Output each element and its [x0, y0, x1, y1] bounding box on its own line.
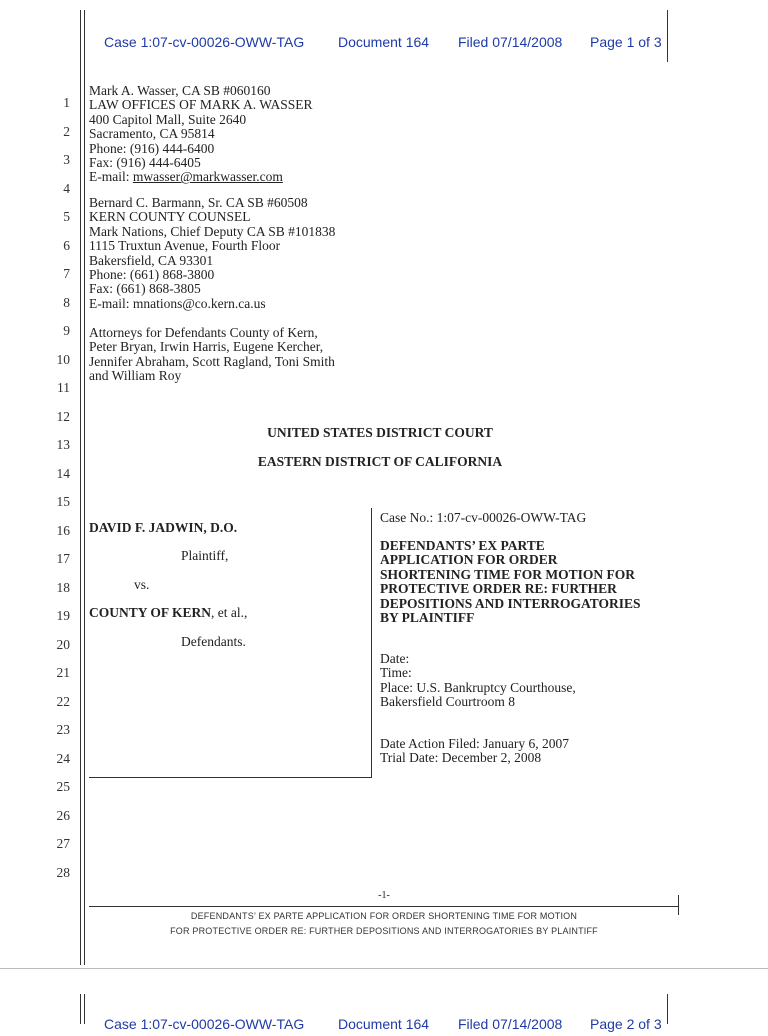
line-number: 19	[56, 608, 70, 623]
line-number: 24	[56, 750, 70, 766]
line-number: 13	[56, 437, 70, 452]
next-header-filed: Filed 07/14/2008	[458, 1016, 563, 1032]
counsel-line: KERN COUNTY COUNSEL	[89, 209, 251, 225]
hearing-line: Time:	[380, 665, 412, 681]
dates-line: Trial Date: December 2, 2008	[380, 750, 542, 766]
attorneys-for-block	[89, 326, 335, 384]
hearing-line: Date:	[380, 651, 410, 666]
line-number: 21	[56, 665, 70, 680]
title-line: APPLICATION FOR ORDER	[380, 552, 558, 568]
footer-line-1: DEFENDANTS’ EX PARTE APPLICATION FOR ORDER SHORTENING TIME FOR MOTION	[190, 911, 578, 921]
line-number: 27	[56, 836, 70, 851]
dates-line: Date Action Filed: January 6, 2007	[380, 736, 569, 751]
line-number: 12	[56, 408, 70, 424]
counsel-line: Phone: (916) 444-6400	[89, 140, 215, 156]
header-page: Page 1 of 3	[590, 34, 662, 50]
line-number: 2	[63, 123, 70, 139]
court-district: EASTERN DISTRICT OF CALIFORNIA	[257, 454, 503, 469]
attorneys-line: Attorneys for Defendants County of Kern,	[89, 325, 318, 340]
action-dates	[380, 737, 569, 766]
filing-header	[104, 34, 666, 54]
counsel-line: Bernard C. Barmann, Sr. CA SB #60508	[89, 195, 308, 210]
next-header-document: Document 164	[338, 1016, 430, 1032]
caption-bottom-rule	[89, 777, 371, 778]
counsel-line: 400 Capitol Mall, Suite 2640	[89, 111, 247, 127]
title-line: DEFENDANTS’ EX PARTE	[380, 538, 545, 553]
counsel-block-kern	[89, 196, 335, 311]
defendant-rest: , et al.,	[211, 605, 248, 620]
header-document: Document 164	[338, 34, 430, 50]
line-number: 4	[63, 180, 70, 196]
counsel-line: Sacramento, CA 95814	[89, 126, 215, 142]
line-number: 14	[56, 465, 70, 481]
footer-line-2: FOR PROTECTIVE ORDER RE: FURTHER DEPOSITIONS AND INTERROGATORIES BY PLAINTIFF	[170, 926, 598, 936]
page-break	[0, 968, 768, 969]
line-number: 18	[56, 579, 70, 595]
line-number: 15	[56, 494, 70, 509]
header-filed-date: Filed 07/14/2008	[458, 34, 563, 50]
line-number: 22	[56, 693, 70, 709]
attorneys-line: and William Roy	[89, 368, 182, 384]
next-page-rule-outer	[80, 994, 81, 1024]
counsel-line: Mark Nations, Chief Deputy CA SB #101838	[89, 223, 336, 239]
versus: vs.	[134, 577, 150, 592]
line-number: 17	[56, 551, 70, 566]
next-page-rule-inner	[84, 994, 85, 1024]
title-line: BY PLAINTIFF	[380, 609, 475, 625]
right-margin-rule	[667, 10, 668, 62]
next-header-page: Page 2 of 3	[590, 1016, 662, 1032]
title-line: DEPOSITIONS AND INTERROGATORIES	[380, 595, 641, 611]
defendant-label: Defendants.	[181, 634, 246, 649]
line-number: 20	[56, 636, 70, 652]
counsel-line: Fax: (661) 868-3805	[89, 281, 201, 297]
document-title	[380, 539, 641, 625]
email-line	[89, 170, 312, 184]
header-case-number: Case 1:07-cv-00026-OWW-TAG	[104, 34, 305, 50]
line-number: 26	[56, 807, 70, 823]
line-number: 23	[56, 722, 70, 737]
line-number: 25	[56, 779, 70, 794]
line-number: 3	[63, 152, 70, 167]
caption-divider	[371, 508, 372, 778]
line-number: 7	[63, 266, 70, 281]
line-number: 8	[63, 294, 70, 310]
counsel-block-wasser	[89, 84, 312, 185]
hearing-line: Bakersfield Courtroom 8	[380, 694, 515, 710]
case-number: Case No.: 1:07-cv-00026-OWW-TAG	[380, 510, 587, 525]
email-link[interactable]: mwasser@markwasser.com	[132, 169, 283, 185]
hearing-line: Place: U.S. Bankruptcy Courthouse,	[380, 679, 576, 695]
line-number: 16	[56, 522, 70, 538]
title-line: PROTECTIVE ORDER RE: FURTHER	[380, 581, 617, 597]
defendant-bold: COUNTY OF KERN	[89, 605, 212, 620]
left-margin-rule-outer	[80, 10, 81, 965]
next-page-header	[104, 1016, 666, 1036]
counsel-line: Phone: (661) 868-3800	[89, 266, 215, 282]
line-number: 1	[63, 95, 70, 110]
line-number: 11	[57, 380, 70, 395]
counsel-line: E-mail: mnations@co.kern.ca.us	[89, 295, 266, 311]
defendant-name	[89, 605, 247, 621]
plaintiff-label: Plaintiff,	[181, 548, 229, 563]
counsel-line: Bakersfield, CA 93301	[89, 252, 214, 268]
attorneys-line: Jennifer Abraham, Scott Ragland, Toni Smith	[89, 353, 335, 369]
court-name: UNITED STATES DISTRICT COURT	[267, 425, 493, 440]
counsel-line: 1115 Truxtun Avenue, Fourth Floor	[89, 238, 281, 254]
next-header-case: Case 1:07-cv-00026-OWW-TAG	[104, 1016, 305, 1032]
line-number: 9	[63, 323, 70, 338]
attorneys-line: Peter Bryan, Irwin Harris, Eugene Kercher,	[89, 339, 324, 355]
hearing-info	[380, 652, 576, 710]
counsel-line: LAW OFFICES OF MARK A. WASSER	[89, 97, 313, 113]
counsel-line: Fax: (916) 444-6405	[89, 154, 201, 170]
line-number: 10	[56, 351, 70, 367]
left-margin-rule-inner	[84, 10, 85, 965]
page-number: -1-	[378, 890, 390, 901]
line-number: 6	[63, 237, 70, 253]
title-line: SHORTENING TIME FOR MOTION FOR	[380, 566, 636, 582]
line-number: 5	[63, 209, 70, 224]
next-page-rule-right	[667, 994, 668, 1024]
line-number: 28	[56, 864, 70, 880]
email-label: E-mail:	[89, 169, 133, 185]
plaintiff-name: DAVID F. JADWIN, D.O.	[89, 520, 238, 535]
footer-rule	[89, 906, 679, 907]
counsel-line: Mark A. Wasser, CA SB #060160	[89, 83, 271, 98]
